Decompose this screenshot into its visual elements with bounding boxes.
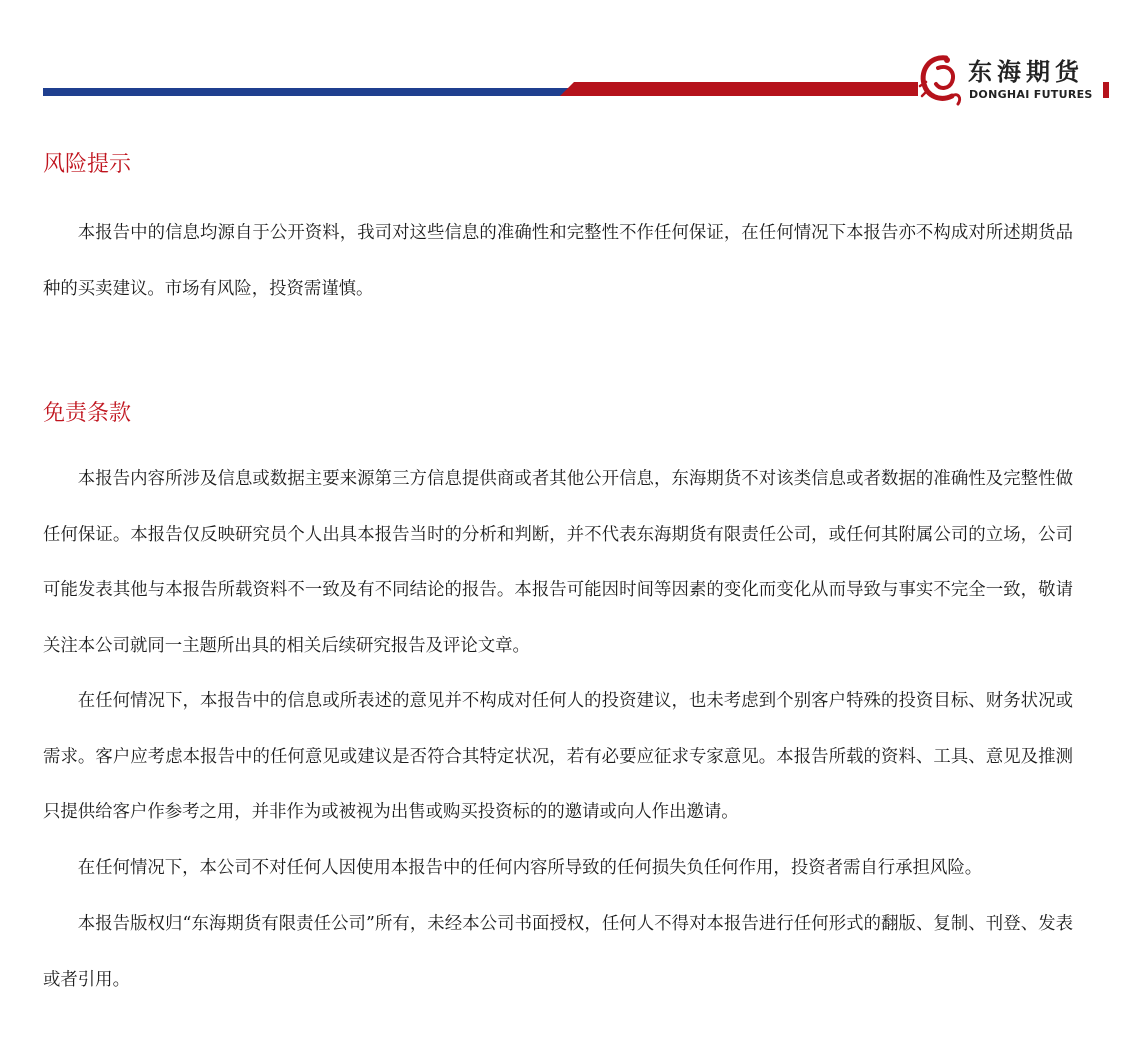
disclaimer-paragraph-4: 本报告版权归“东海期货有限责任公司”所有，未经本公司书面授权，任何人不得对本报告进行任何形式的翻版、复制、刊登、发表或者引用。 [43,914,1073,990]
disclaimer-section-title: 免责条款 [43,401,132,426]
disclaimer-paragraph-1: 本报告内容所涉及信息或数据主要来源第三方信息提供商或者其他公开信息，东海期货不对该类信息或者数据的准确性及完整性做任何保证。本报告仅反映研究员个人出具本报告当时的分析和判断，并不代表东海期货有限责任公司，或任何其附属公司的立场，公司可能发表其他与本报告所载资料不一致及有不同结论的报告。本报告可能因时间等因素的变化而变化从而导致与事实不完全一致，敬请关注本公司就同一主题所出具的相关后续研究报告及评论文章。 [43,469,1073,656]
risk-paragraph: 本报告中的信息均源自于公开资料，我司对这些信息的准确性和完整性不作任何保证，在任何情况下本报告亦不构成对所述期货品种的买卖建议。市场有风险，投资需谨慎。 [43,223,1073,299]
header-red-bar [560,82,918,96]
logo-chinese-name: 东海期货 [968,58,1084,86]
logo-red-tag [1103,82,1109,98]
report-header [0,0,1129,110]
disclaimer-paragraph-3: 在任何情况下，本公司不对任何人因使用本报告中的任何内容所导致的任何损失负任何作用，投资者需自行承担风险。 [77,858,983,878]
header-blue-bar [43,88,573,96]
logo-english-name: DONGHAI FUTURES [969,88,1093,101]
disclaimer-paragraph-2: 在任何情况下，本报告中的信息或所表述的意见并不构成对任何人的投资建议，也未考虑到个别客户特殊的投资目标、财务状况或需求。客户应考虑本报告中的任何意见或建议是否符合其特定状况，若有必要应征求专家意见。本报告所载的资料、工具、意见及推测只提供给客户作参考之用，并非作为或被视为出售或购买投资标的的邀请或向人作出邀请。 [43,691,1073,822]
dragon-emblem-icon [916,52,966,108]
risk-section-title: 风险提示 [43,152,132,177]
company-logo [916,52,1116,108]
